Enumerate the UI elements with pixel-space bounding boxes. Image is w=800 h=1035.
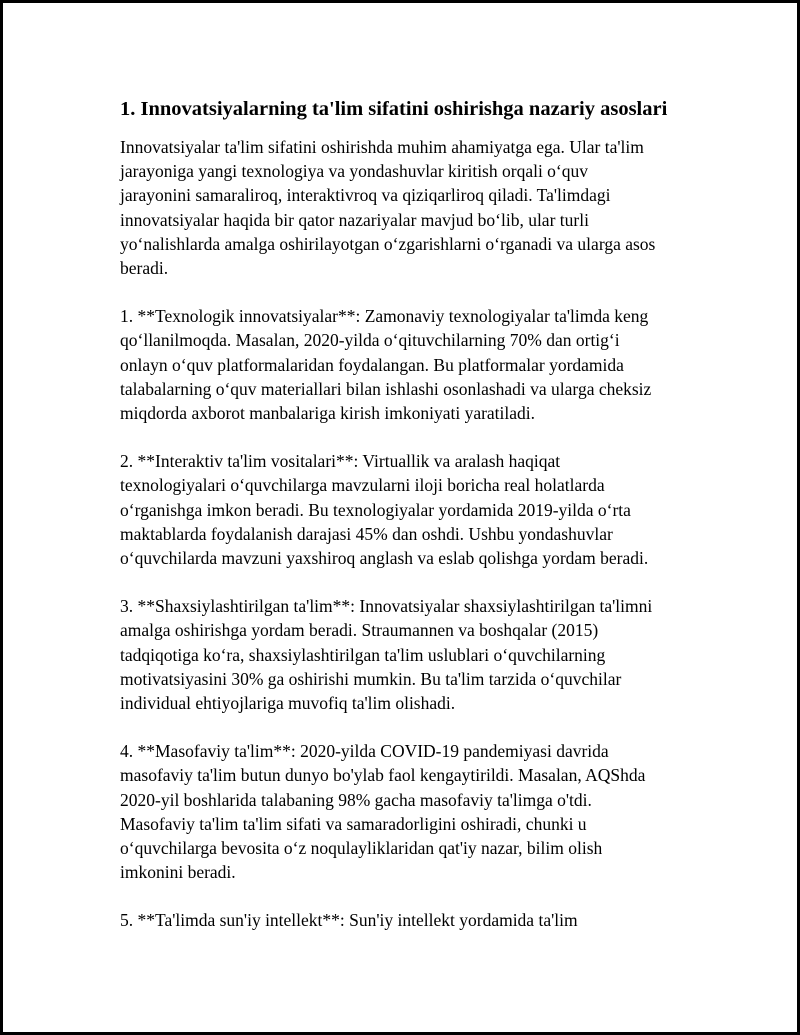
document-body <box>120 95 690 933</box>
item-4-paragraph: 4. **Masofaviy ta'lim**: 2020-yilda COVID-19 pandemiyasi davrida masofaviy ta'lim butun dunyo bo'ylab faol kengaytirildi. Masalan, AQShda 2020-yil boshlarida talabaning 98% gacha masofaviy ta'limga o'tdi. Masofaviy ta'lim ta'lim sifati va samaradorligini oshiradi, chunki u o‘quvchilarga bevosita o‘z noqulayliklaridan qat'iy nazar, bilim olish imkonini beradi. <box>120 741 646 883</box>
section-heading: 1. Innovatsiyalarning ta'lim sifatini oshirishga nazariy asoslari <box>120 98 668 120</box>
item-1-paragraph: 1. **Texnologik innovatsiyalar**: Zamonaviy texnologiyalar ta'limda keng qo‘llanilmoqda. Masalan, 2020-yilda o‘qituvchilarning 70% dan ortig‘i onlayn o‘quv platformalaridan foydalangan. Bu platformalar yordamida talabalarning o‘quv materiallari bilan ishlashi osonlashadi va ularga cheksiz miqdorda axborot manbalariga kirish imkoniyati yaratiladi. <box>120 306 652 424</box>
item-5-paragraph: 5. **Ta'limda sun'iy intellekt**: Sun'iy intellekt yordamida ta'lim <box>120 910 578 931</box>
item-2-paragraph: 2. **Interaktiv ta'lim vositalari**: Virtuallik va aralash haqiqat texnologiyalari o‘quvchilarga mavzularni iloji boricha real holatlarda o‘rganishga imkon beradi. Bu texnologiyalar yordamida 2019-yilda o‘rta maktablarda foydalanish darajasi 45% dan oshdi. Ushbu yondashuvlar o‘quvchilarda mavzuni yaxshiroq anglash va eslab qolishga yordam beradi. <box>120 451 649 569</box>
item-3-paragraph: 3. **Shaxsiylashtirilgan ta'lim**: Innovatsiyalar shaxsiylashtirilgan ta'limni amalga oshirishga yordam beradi. Straumannen va boshqalar (2015) tadqiqotiga ko‘ra, shaxsiylashtirilgan ta'lim uslublari o‘quvchilarning motivatsiyasini 30% ga oshirishi mumkin. Bu ta'lim tarzida o‘quvchilar individual ehtiyojlariga muvofiq ta'lim olishadi. <box>120 596 653 714</box>
intro-paragraph: Innovatsiyalar ta'lim sifatini oshirishda muhim ahamiyatga ega. Ular ta'lim jarayoniga yangi texnologiya va yondashuvlar kiritish orqali o‘quv jarayonini samaraliroq, interaktivroq va qiziqarliroq qiladi. Ta'limdagi innovatsiyalar haqida bir qator nazariyalar mavjud bo‘lib, ular turli yo‘nalishlarda amalga oshirilayotgan o‘zgarishlarni o‘rganadi va ularga asos beradi. <box>120 137 656 279</box>
